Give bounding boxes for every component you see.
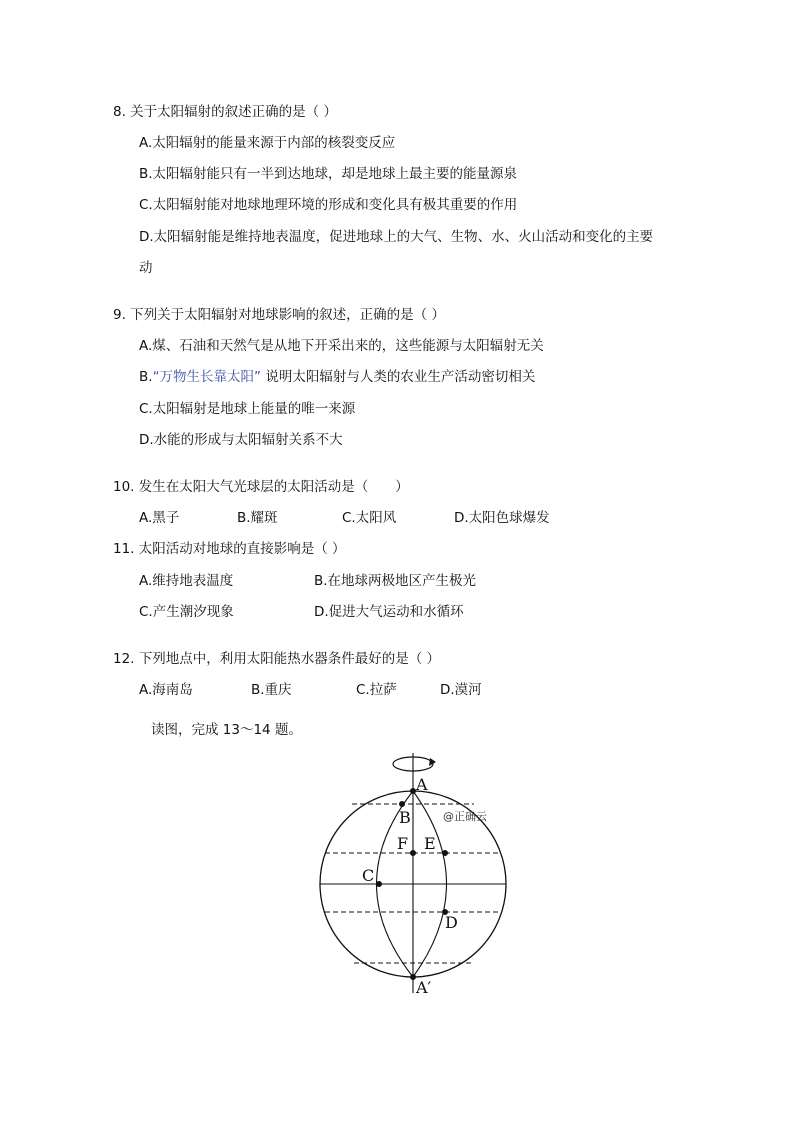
q11-option-a: A.维持地表温度	[139, 573, 234, 589]
q9-option-c: C.太阳辐射是地球上能量的唯一来源	[139, 401, 356, 417]
q8-option-d-line2: 动	[139, 260, 153, 276]
q9-option-d: D.水能的形成与太阳辐射关系不大	[139, 432, 343, 448]
q11-option-b: B.在地球两极地区产生极光	[314, 573, 477, 589]
q8-option-a: A.太阳辐射的能量来源于内部的核裂变反应	[139, 135, 396, 151]
label-b: B	[399, 808, 411, 827]
q10-option-d: D.太阳色球爆发	[454, 510, 550, 526]
q9-stem: 9. 下列关于太阳辐射对地球影响的叙述，正确的是（ ）	[113, 307, 445, 323]
point-c	[376, 881, 382, 887]
q8-option-b: B.太阳辐射能只有一半到达地球，却是地球上最主要的能量源泉	[139, 166, 518, 182]
q8-option-d-line1: D.太阳辐射能是维持地表温度，促进地球上的大气、生物、水、火山活动和变化的主要	[139, 229, 654, 245]
q9-option-b-prefix: B.	[139, 369, 153, 385]
q12-stem: 12. 下列地点中，利用太阳能热水器条件最好的是（ ）	[113, 651, 441, 667]
q11-option-d: D.促进大气运动和水循环	[314, 604, 464, 620]
q9-option-b	[139, 368, 535, 386]
label-c: C	[362, 866, 375, 885]
q11-stem: 11. 太阳活动对地球的直接影响是（ ）	[113, 541, 346, 557]
q10-option-b: B.耀斑	[237, 510, 278, 526]
label-f: F	[397, 834, 409, 853]
q8-stem: 8. 关于太阳辐射的叙述正确的是（ ）	[113, 104, 337, 120]
label-d: D	[445, 913, 458, 932]
point-b	[399, 801, 405, 807]
q12-option-d: D.漠河	[440, 682, 482, 698]
globe-diagram	[300, 745, 540, 1005]
watermark: @正确云	[443, 810, 487, 823]
q11-option-c: C.产生潮汐现象	[139, 604, 234, 620]
q12-option-a: A.海南岛	[139, 682, 193, 698]
q8-option-c: C.太阳辐射能对地球地理环境的形成和变化具有极其重要的作用	[139, 197, 518, 213]
point-e	[442, 850, 448, 856]
figure-instruction: 读图，完成 13～14 题。	[151, 722, 302, 738]
q9-option-a: A.煤、石油和天然气是从地下开采出来的，这些能源与太阳辐射无关	[139, 338, 544, 354]
q9-option-b-quote: “万物生长靠太阳”	[152, 369, 262, 385]
label-e: E	[424, 834, 436, 853]
q10-option-a: A.黑子	[139, 510, 180, 526]
label-a-prime: A′	[416, 978, 432, 997]
q12-option-c: C.拉萨	[356, 682, 397, 698]
q10-stem: 10. 发生在太阳大气光球层的太阳活动是（ ）	[113, 479, 409, 495]
point-f	[410, 850, 416, 856]
label-a: A	[416, 775, 428, 794]
q12-option-b: B.重庆	[251, 682, 292, 698]
q9-option-b-rest: 说明太阳辐射与人类的农业生产活动密切相关	[261, 369, 536, 385]
q10-option-c: C.太阳风	[342, 510, 397, 526]
